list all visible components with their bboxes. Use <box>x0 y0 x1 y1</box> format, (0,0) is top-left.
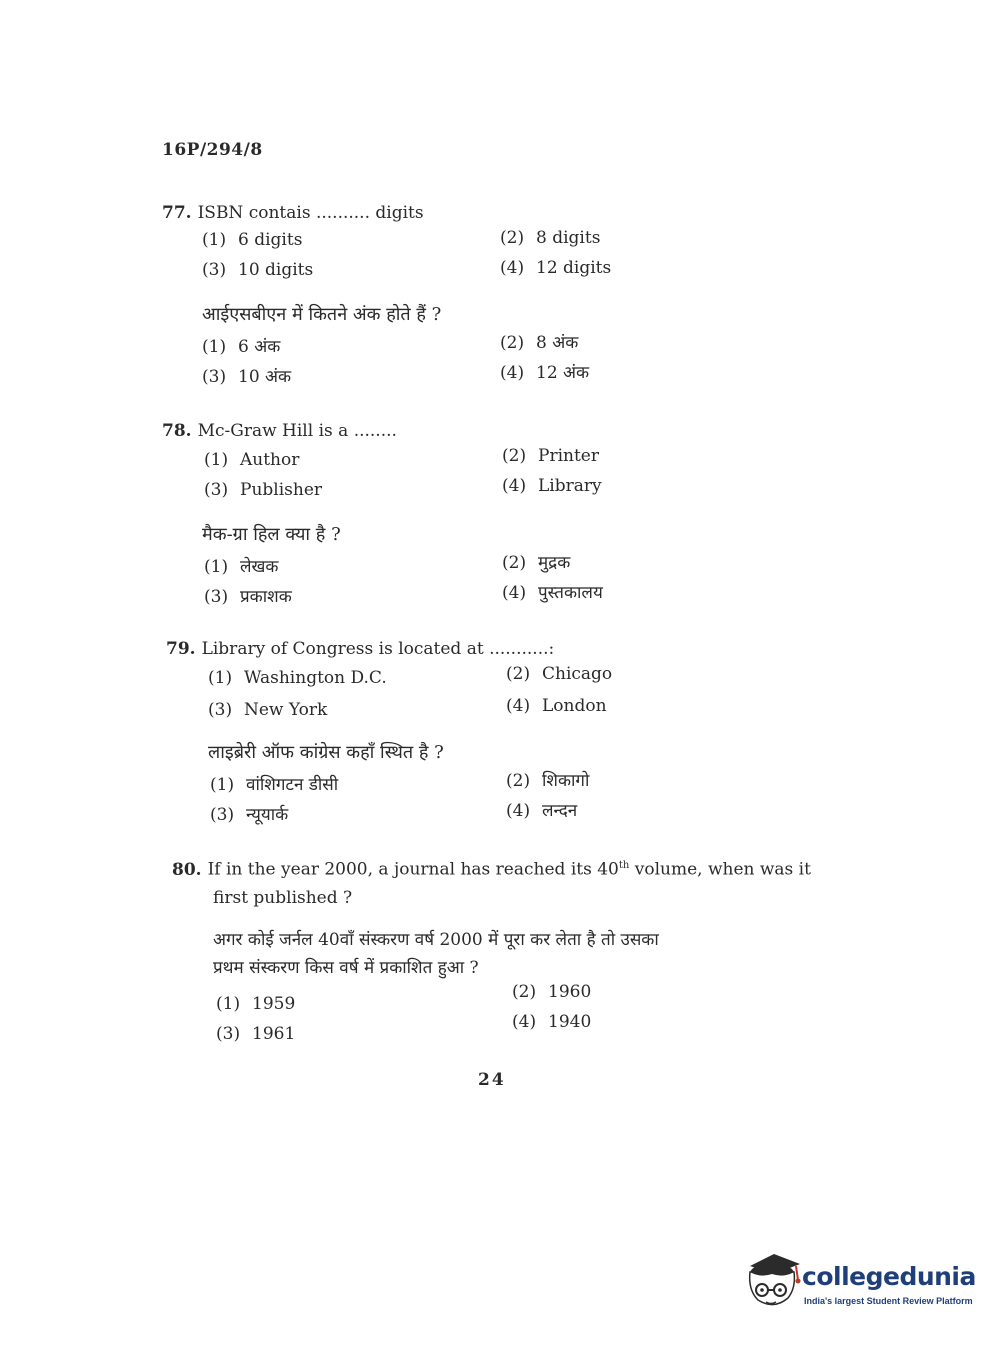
question-hi: मैक-ग्रा हिल क्या है ? <box>202 524 341 545</box>
option-2: (2) Chicago <box>506 664 613 684</box>
option-hi-2: (2) मुद्रक <box>502 553 571 573</box>
option-3: (3) 1961 <box>216 1023 296 1044</box>
options <box>172 982 812 1044</box>
question-text <box>162 198 802 228</box>
option-hi-3: (3) 10 अंक <box>202 367 292 387</box>
question-77 <box>162 198 802 392</box>
paper-code: 16P/294/8 <box>162 140 263 160</box>
options-hi <box>162 550 802 612</box>
option-1: (1) 6 digits <box>202 230 303 250</box>
option-hi-2: (2) शिकागो <box>506 771 590 791</box>
options-en <box>166 664 806 726</box>
options-en <box>162 446 802 508</box>
option-1: (1) 1959 <box>216 993 296 1014</box>
question-text-line-2: first published ? <box>213 887 353 908</box>
question-hi: आईएसबीएन में कितने अंक होते हैं ? <box>202 304 442 325</box>
question-number: 78. <box>162 421 192 441</box>
option-1: (1) Author <box>204 450 300 470</box>
question-80 <box>172 852 812 1044</box>
question-en: Mc-Graw Hill is a ........ <box>197 421 397 441</box>
question-hi: लाइब्रेरी ऑफ कांग्रेस कहाँ स्थित है ? <box>208 742 444 763</box>
options-hi <box>166 768 806 830</box>
option-hi-1: (1) लेखक <box>204 557 279 577</box>
option-2: (2) 1960 <box>512 981 592 1002</box>
option-hi-2: (2) 8 अंक <box>500 333 579 353</box>
option-hi-3: (3) न्यूयार्क <box>210 805 289 825</box>
question-en: Library of Congress is located at ...........: <box>201 639 555 659</box>
option-3: (3) Publisher <box>204 480 323 500</box>
question-number: 80. <box>172 859 202 880</box>
mascot-icon <box>744 1250 804 1312</box>
question-en: ISBN contais .......... digits <box>197 203 424 223</box>
option-4: (4) 1940 <box>512 1011 592 1032</box>
option-4: (4) 12 digits <box>500 258 612 278</box>
option-hi-4: (4) 12 अंक <box>500 363 590 383</box>
option-1: (1) Washington D.C. <box>208 668 387 688</box>
question-78 <box>162 416 802 612</box>
option-3: (3) New York <box>208 700 328 720</box>
question-number: 79. <box>166 639 196 659</box>
question-text-line-1: 80. If in the year 2000, a journal has reached its 40th volume, when was it <box>172 859 811 880</box>
option-2: (2) 8 digits <box>500 228 601 248</box>
collegedunia-logo <box>744 1250 976 1312</box>
option-hi-4: (4) पुस्तकालय <box>502 583 603 603</box>
logo-wordmark: collegedunia <box>802 1262 976 1291</box>
question-hi-line-1: अगर कोई जर्नल 40वाँ संस्करण वर्ष 2000 में पूरा कर लेता है तो उसका <box>213 929 659 950</box>
option-hi-1: (1) 6 अंक <box>202 337 281 357</box>
option-2: (2) Printer <box>502 446 599 466</box>
option-hi-3: (3) प्रकाशक <box>204 587 292 607</box>
question-hi-line-2: प्रथम संस्करण किस वर्ष में प्रकाशित हुआ ? <box>213 957 479 978</box>
question-79 <box>166 634 806 830</box>
options-en <box>162 228 802 290</box>
options-hi <box>162 330 802 392</box>
option-hi-1: (1) वांशिगटन डीसी <box>210 775 339 795</box>
question-number: 77. <box>162 203 192 223</box>
option-4: (4) London <box>506 696 607 716</box>
page-number: 24 <box>478 1070 506 1090</box>
option-3: (3) 10 digits <box>202 260 314 280</box>
option-4: (4) Library <box>502 476 602 496</box>
question-text <box>166 634 806 664</box>
option-hi-4: (4) लन्दन <box>506 801 578 821</box>
logo-tagline: India's largest Student Review Platform <box>804 1296 973 1306</box>
question-text <box>162 416 802 446</box>
